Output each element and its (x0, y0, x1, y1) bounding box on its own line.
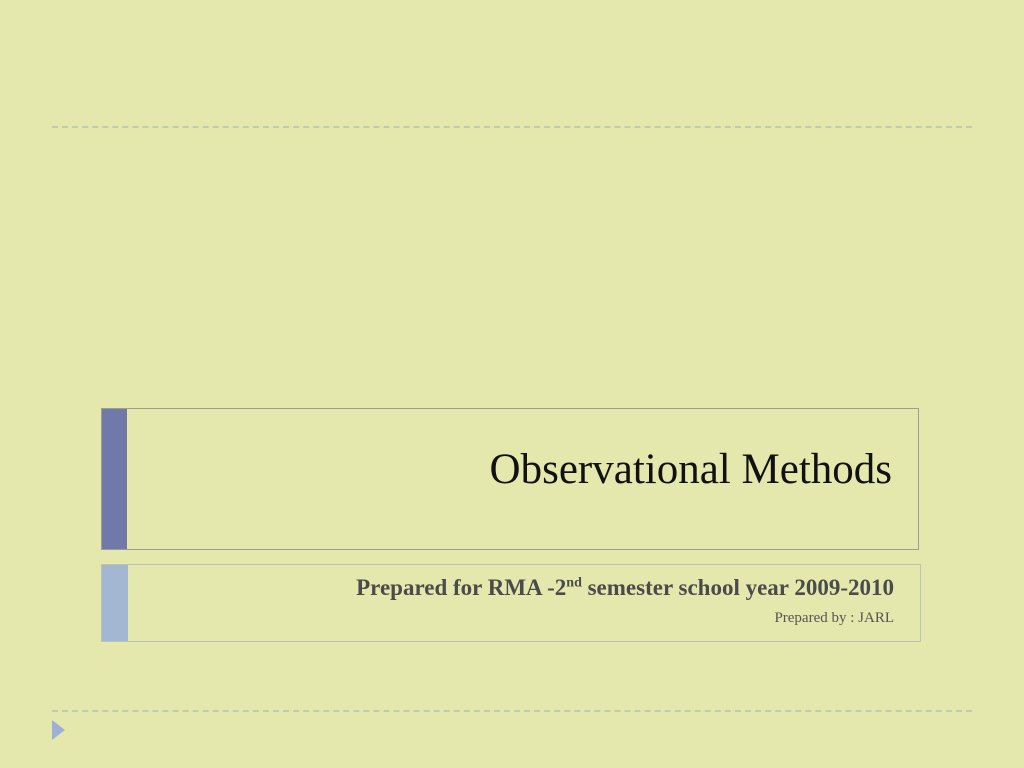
subtitle-placeholder (101, 564, 921, 642)
title-accent-bar (102, 409, 127, 549)
slide-subtitle (356, 575, 894, 601)
subtitle-suffix: semester school year 2009-2010 (581, 575, 894, 600)
subtitle-superscript: nd (566, 575, 582, 591)
bottom-divider (52, 710, 972, 712)
subtitle-accent-bar (102, 565, 128, 641)
subtitle-prefix: Prepared for RMA -2 (356, 575, 567, 600)
play-triangle-icon (52, 720, 65, 740)
prepared-by: Prepared by : JARL (774, 610, 894, 626)
slide-title: Observational Methods (489, 446, 892, 493)
title-placeholder (101, 408, 919, 550)
top-divider (52, 126, 972, 128)
